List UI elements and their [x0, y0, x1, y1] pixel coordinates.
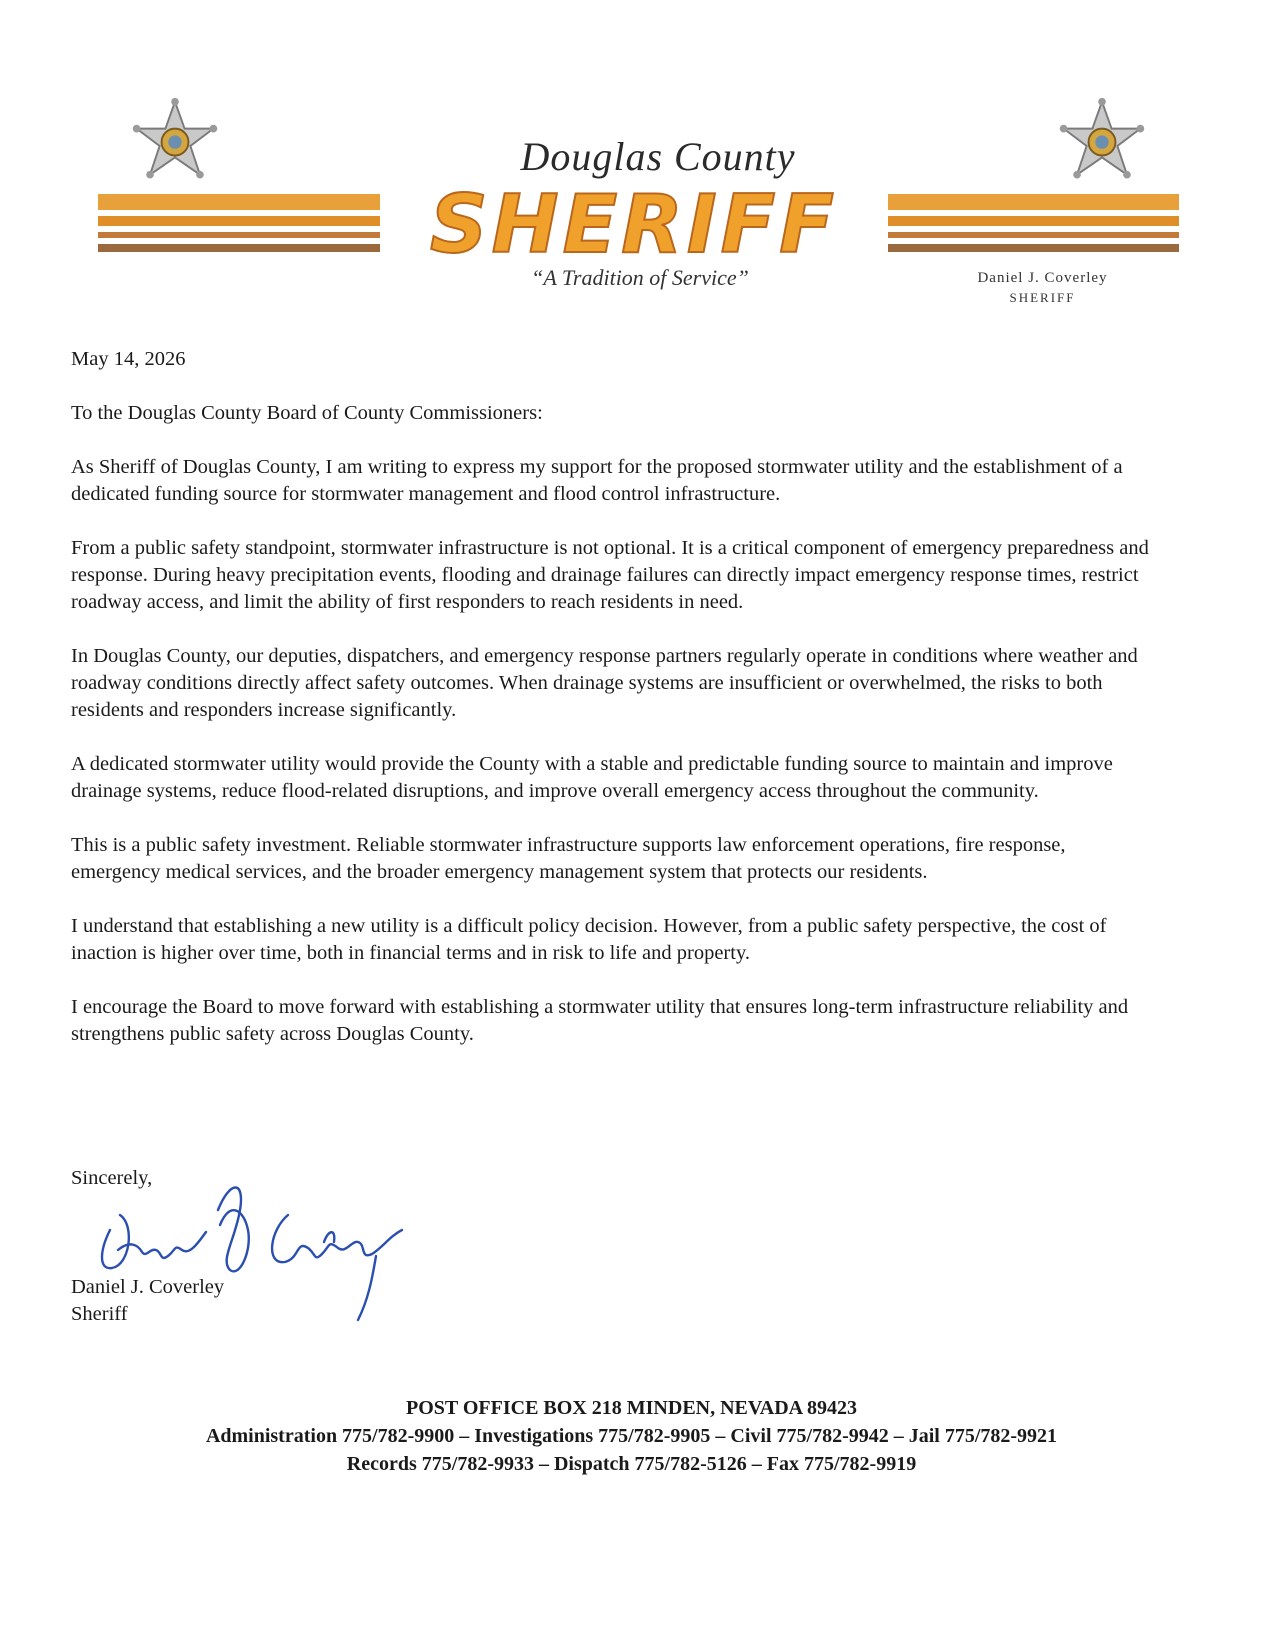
letterhead — [0, 0, 1263, 330]
letter-paragraph: As Sheriff of Douglas County, I am writing to express my support for the proposed stormwater utility and the establishment of a dedicated funding source for stormwater management and flood control infrastructure. — [71, 456, 1123, 505]
letter-date: May 14, 2026 — [71, 348, 186, 370]
letter-paragraph: A dedicated stormwater utility would provide the County with a stable and predictable funding source to maintain and improve drainage systems, reduce flood-related disruptions, and improve overall emergency access throughout the community. — [71, 753, 1113, 802]
letter-paragraph: I encourage the Board to move forward with establishing a stormwater utility that ensures long-term infrastructure reliability and strengthens public safety across Douglas County. — [71, 996, 1129, 1045]
letter-paragraph: This is a public safety investment. Reliable stormwater infrastructure supports law enforcement operations, fire response, emergency medical services, and the broader emergency management system that protects our residents. — [71, 834, 1066, 883]
header-stripes-right — [888, 194, 1179, 254]
signer-title: Sheriff — [71, 1303, 128, 1325]
sheriff-star-badge-icon — [127, 96, 223, 192]
letter-salutation: To the Douglas County Board of County Commissioners: — [71, 402, 543, 424]
header-stripes-left — [98, 194, 380, 254]
letter-paragraph: In Douglas County, our deputies, dispatchers, and emergency response partners regularly operate in conditions where weather and roadway conditions directly affect safety outcomes. When drainage systems are insufficient or overwhelmed, the risks to both residents and responders increase significantly. — [71, 645, 1138, 721]
letter-body — [71, 346, 1151, 1075]
letter-paragraph: From a public safety standpoint, stormwater infrastructure is not optional. It is a critical component of emergency preparedness and response. During heavy precipitation events, flooding and drainage failures can directly impact emergency response times, restrict roadway access, and limit the ability of first responders to reach residents in need. — [71, 537, 1149, 613]
sheriff-star-badge-icon — [1054, 96, 1150, 192]
header-sheriff-name: Daniel J. Coverley — [977, 270, 1108, 286]
header-sheriff-title: SHERIFF — [1009, 290, 1076, 305]
county-name: Douglas County — [520, 134, 796, 179]
sheriff-wordmark: SHERIFF — [430, 178, 838, 271]
letter-footer — [0, 1394, 1263, 1478]
signer-name: Daniel J. Coverley — [71, 1276, 225, 1298]
closing-phrase: Sincerely, — [71, 1167, 153, 1189]
footer-phone-line: Administration 775/782-9900 – Investigations 775/782-9905 – Civil 775/782-9942 – Jail 775/782-9921 — [205, 1425, 1058, 1447]
footer-address: POST OFFICE BOX 218 MINDEN, NEVADA 89423 — [406, 1397, 857, 1419]
header-sheriff-block — [930, 268, 1155, 308]
motto: “A Tradition of Service” — [531, 265, 749, 290]
letter-paragraph: I understand that establishing a new utility is a difficult policy decision. However, from a public safety perspective, the cost of inaction is higher over time, both in financial terms and in risk to life and property. — [71, 915, 1107, 964]
handwritten-signature — [90, 1170, 420, 1330]
footer-phone-line: Records 775/782-9933 – Dispatch 775/782-5126 – Fax 775/782-9919 — [346, 1453, 917, 1475]
